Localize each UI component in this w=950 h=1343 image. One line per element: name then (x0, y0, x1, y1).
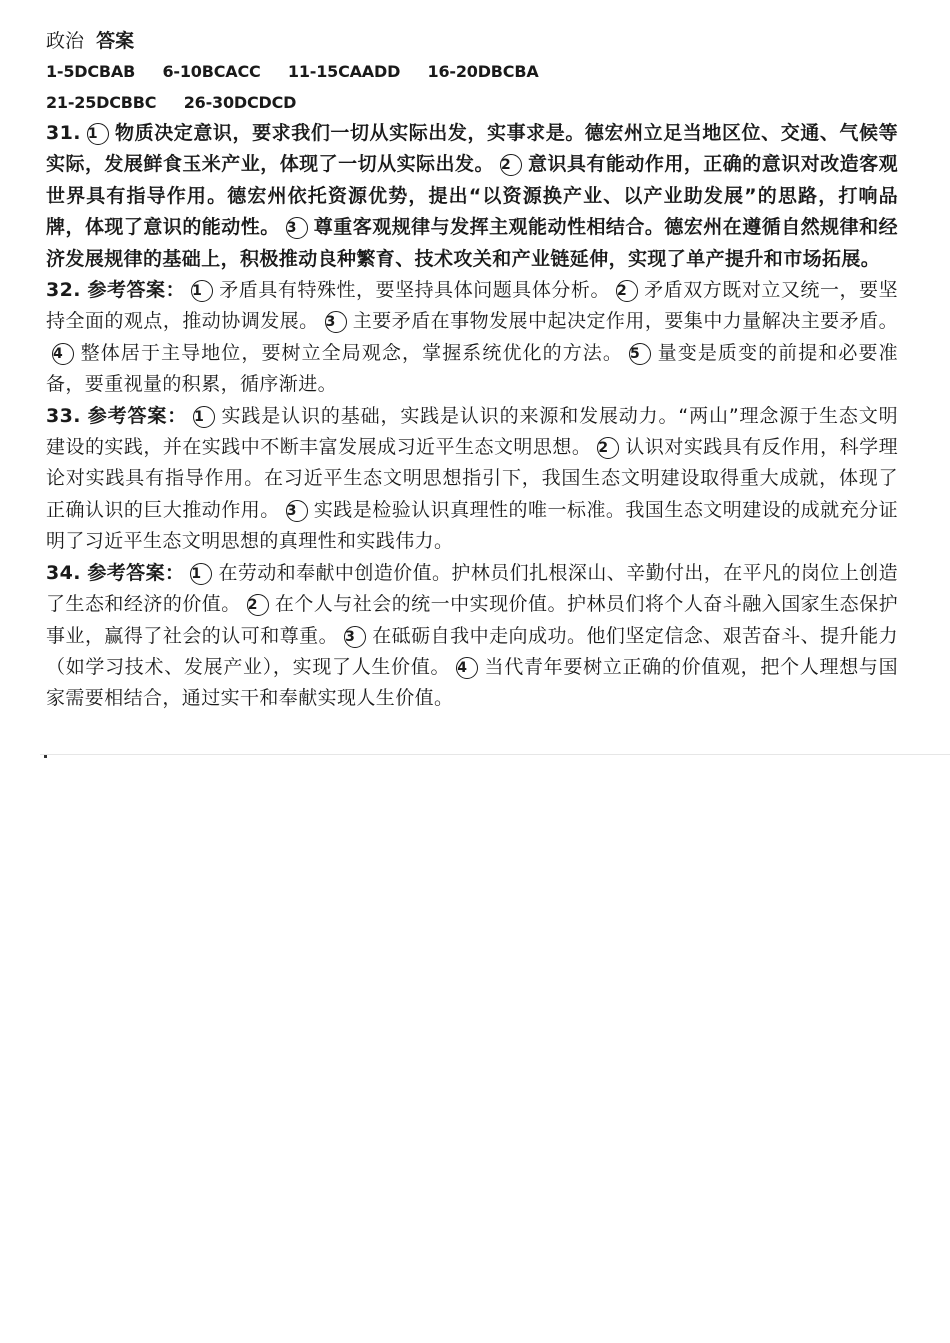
answer-point: 矛盾具有特殊性，要坚持具体问题具体分析。 (219, 279, 610, 302)
answer-point: 整体居于主导地位，要树立全局观念，掌握系统优化的方法。 (80, 341, 623, 364)
scan-speck (44, 755, 47, 758)
circled-number-icon: 3 (286, 217, 308, 239)
question-34-answer (46, 558, 898, 715)
mc-answer-group: 11-15CAADD (287, 62, 401, 81)
circled-number-icon: 3 (344, 626, 366, 648)
circled-number-icon: 2 (500, 154, 522, 176)
question-number: 33. (46, 404, 81, 427)
reference-answer-label: 参考答案： (87, 279, 186, 302)
answer-point: 意识具有能动作用，正确的意识对改造客观世界具有指导作用。德宏州依托资源优势，提出“以资源换产业、以产业助发展”的思路，打响品牌，体现了意识的能动性。 (46, 153, 898, 239)
answer-point: 尊重客观规律与发挥主观能动性相结合。德宏州在遵循自然规律和经济发展规律的基础上，积极推动良种繁育、技术攻关和产业链延伸，实现了单产提升和市场拓展。 (46, 216, 898, 270)
answer-point: 主要矛盾在事物发展中起决定作用，要集中力量解决主要矛盾。 (352, 310, 898, 333)
circled-number-icon: 2 (597, 437, 619, 459)
answer-point: 认识对实践具有反作用，科学理论对实践具有指导作用。在习近平生态文明思想指引下，我国生态文明建设取得重大成就，体现了正确认识的巨大推动作用。 (46, 436, 898, 521)
answer-point: 矛盾双方既对立又统一，要坚持全面的观点，推动协调发展。 (46, 279, 898, 333)
circled-number-icon: 1 (193, 406, 215, 428)
mc-answer-group: 16-20DBCBA (427, 62, 539, 81)
answer-point: 量变是质变的前提和必要准备，要重视量的积累，循序渐进。 (46, 341, 898, 396)
circled-number-icon: 1 (190, 563, 212, 585)
scan-crop-edge (40, 754, 950, 755)
question-33-answer (46, 401, 898, 558)
mc-answers-row-1 (46, 56, 898, 87)
mc-answer-group: 21-25DCBBC (46, 93, 157, 112)
answer-label: 答案 (96, 30, 135, 52)
mc-answer-group: 6-10BCACC (162, 62, 261, 81)
subject-label: 政治 (46, 30, 85, 52)
reference-answer-label: 参考答案： (87, 404, 188, 427)
question-31-answer (46, 118, 898, 275)
answer-point: 在劳动和奉献中创造价值。护林员们扎根深山、辛勤付出，在平凡的岗位上创造了生态和经济的价值。 (46, 561, 898, 616)
circled-number-icon: 3 (286, 500, 308, 522)
circled-number-icon: 2 (247, 594, 269, 616)
answer-content (46, 26, 898, 715)
question-number: 31. (46, 122, 81, 144)
answer-point: 当代青年要树立正确的价值观，把个人理想与国家需要相结合，通过实干和奉献实现人生价值。 (46, 655, 898, 710)
circled-number-icon: 1 (87, 123, 109, 145)
mc-answer-group: 26-30DCDCD (183, 93, 297, 112)
question-number: 32. (46, 279, 81, 302)
circled-number-icon: 4 (52, 343, 74, 365)
circled-number-icon: 1 (191, 280, 213, 302)
answer-point: 实践是检验认识真理性的唯一标准。我国生态文明建设的成就充分证明了习近平生态文明思想的真理性和实践伟力。 (46, 498, 898, 553)
reference-answer-label: 参考答案： (87, 561, 185, 584)
circled-number-icon: 3 (325, 311, 347, 333)
question-32-answer (46, 275, 898, 401)
question-number: 34. (46, 561, 81, 584)
answer-point: 在砥砺自我中走向成功。他们坚定信念、艰苦奋斗、提升能力（如学习技术、发展产业），实现了人生价值。 (46, 624, 898, 678)
answer-point: 物质决定意识，要求我们一切从实际出发，实事求是。德宏州立足当地区位、交通、气候等实际，发展鲜食玉米产业，体现了一切从实际出发。 (46, 122, 898, 176)
mc-answer-group: 1-5DCBAB (46, 62, 136, 81)
answer-point: 在个人与社会的统一中实现价值。护林员们将个人奋斗融入国家生态保护事业，赢得了社会的认可和尊重。 (46, 593, 898, 647)
circled-number-icon: 2 (616, 280, 638, 302)
page-title (46, 26, 898, 56)
mc-answers-row-2 (46, 87, 898, 118)
answer-point: 实践是认识的基础，实践是认识的来源和发展动力。“两山”理念源于生态文明建设的实践，并在实践中不断丰富发展成习近平生态文明思想。 (46, 404, 898, 459)
circled-number-icon: 5 (629, 343, 651, 365)
circled-number-icon: 4 (456, 657, 478, 679)
